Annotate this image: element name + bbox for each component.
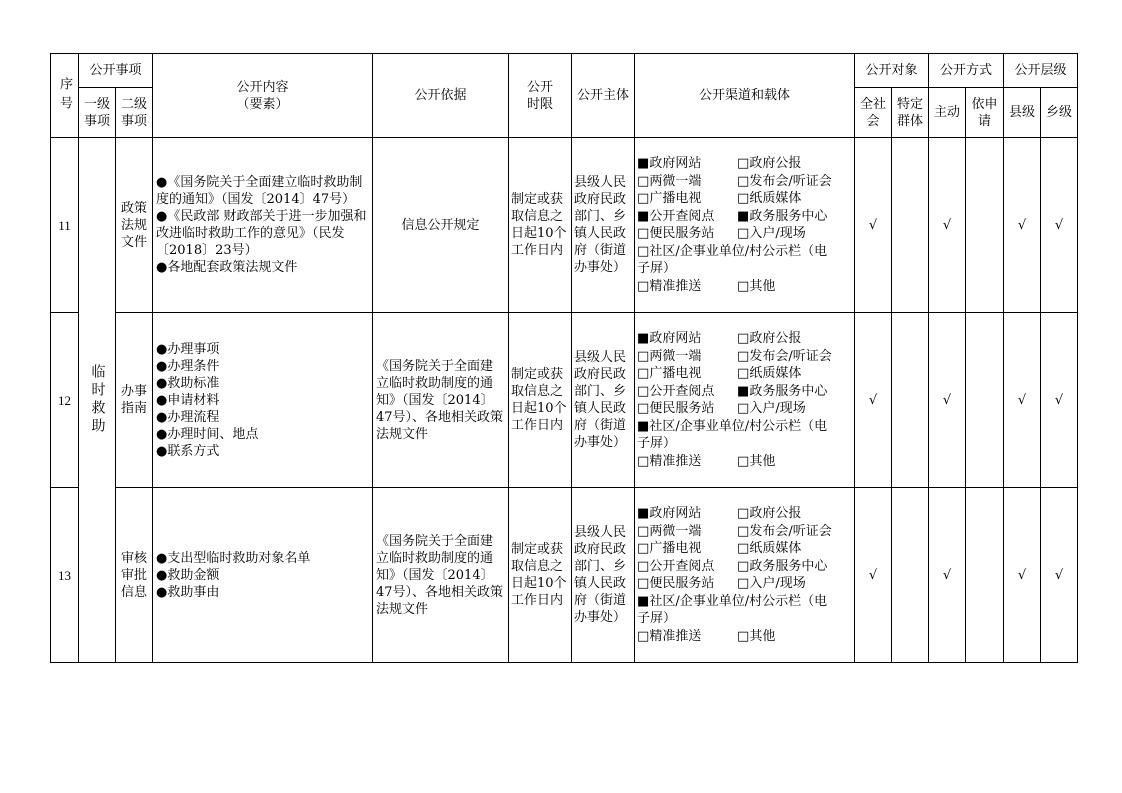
check-all: √ (855, 138, 892, 313)
subject-cell: 县级人民政府民政部门、乡镇人民政府（街道办事处） (572, 138, 635, 313)
channel-item: □广播电视 (637, 541, 702, 556)
subject-cell: 县级人民政府民政部门、乡镇人民政府（街道办事处） (572, 488, 635, 663)
channel-checkbox-icon: ■ (737, 383, 750, 399)
content-cell (153, 313, 373, 488)
check-all: √ (855, 488, 892, 663)
level2-item: 政策法规文件 (116, 138, 153, 313)
channel-cell (635, 138, 855, 313)
content-line: ●支出型临时救助对象名单 (156, 550, 311, 566)
channel-item: □广播电视 (637, 191, 702, 206)
channel-checkbox-icon: □ (637, 348, 650, 364)
channel-checkbox-icon: □ (737, 401, 750, 416)
channel-item: ■社区/企事业单位/村公示栏（电子屏） (637, 418, 828, 451)
channel-checkbox-icon: □ (637, 576, 650, 591)
header-level-county: 县级 (1004, 88, 1041, 138)
content-line: ●《民政部 财政部关于进一步加强和改进临时救助工作的意见》（民发〔2018〕23号） (156, 209, 367, 258)
channel-checkbox-icon: □ (637, 628, 650, 644)
channel-item: □便民服务站 (637, 226, 715, 241)
check-specific (892, 138, 929, 313)
channel-item: □其他 (737, 453, 776, 469)
channel-cell (635, 488, 855, 663)
header-audience-all: 全社会 (855, 88, 892, 138)
channel-checkbox-icon: □ (637, 541, 650, 556)
time-cell: 制定或获取信息之日起10个工作日内 (509, 138, 572, 313)
content-line: ●办理条件 (156, 358, 220, 374)
check-active: √ (929, 313, 966, 488)
basis-cell: 信息公开规定 (373, 138, 509, 313)
channel-item: □广播电视 (637, 366, 702, 381)
content-line: ●救助事由 (156, 584, 220, 600)
check-county: √ (1004, 313, 1041, 488)
header-basis: 公开依据 (373, 54, 509, 138)
channel-item: □政府公报 (737, 506, 802, 521)
basis-cell: 《国务院关于全面建立临时救助制度的通知》（国发〔2014〕47号）、各地相关政策法规文件 (373, 313, 509, 488)
content-line: ●各地配套政策法规文件 (156, 260, 298, 275)
channel-checkbox-icon: □ (637, 453, 650, 469)
channel-item: ■政府网站 (637, 506, 702, 521)
header-level1: 一级事项 (79, 88, 116, 138)
table-row (51, 488, 1078, 663)
row-seq: 13 (51, 488, 79, 663)
content-line: ●办理时间、地点 (156, 426, 259, 442)
channel-checkbox-icon: □ (737, 366, 750, 381)
check-active: √ (929, 488, 966, 663)
table-header (51, 54, 1078, 138)
channel-checkbox-icon: □ (737, 541, 750, 556)
channel-item: ■政务服务中心 (737, 208, 828, 224)
header-audience: 公开对象 (855, 54, 929, 88)
table-row (51, 313, 1078, 488)
level2-item: 审核审批信息 (116, 488, 153, 663)
row-seq: 11 (51, 138, 79, 313)
check-apply (966, 138, 1004, 313)
header-method: 公开方式 (929, 54, 1004, 88)
header-seq: 序号 (51, 54, 79, 138)
content-line: ●救助金额 (156, 567, 220, 583)
channel-checkbox-icon: □ (737, 173, 750, 189)
channel-checkbox-icon: □ (637, 173, 650, 189)
content-line: ●办理事项 (156, 341, 220, 357)
channel-item: ■社区/企事业单位/村公示栏（电子屏） (637, 593, 828, 626)
header-channel: 公开渠道和载体 (635, 54, 855, 138)
channel-checkbox-icon: □ (737, 226, 750, 241)
content-line: ●救助标准 (156, 375, 220, 391)
channel-item: □纸质媒体 (737, 541, 802, 556)
header-level2: 二级事项 (116, 88, 153, 138)
check-town: √ (1041, 313, 1078, 488)
check-apply (966, 488, 1004, 663)
channel-item: □公开查阅点 (637, 383, 715, 399)
channel-item: ■政府网站 (637, 156, 702, 171)
basis-cell: 《国务院关于全面建立临时救助制度的通知》（国发〔2014〕47号）、各地相关政策法规文件 (373, 488, 509, 663)
check-active: √ (929, 138, 966, 313)
channel-checkbox-icon: □ (737, 278, 750, 294)
channel-checkbox-icon: ■ (637, 593, 650, 609)
channel-item: □入户/现场 (737, 401, 806, 416)
channel-checkbox-icon: ■ (637, 506, 650, 521)
table-body (51, 138, 1078, 663)
channel-checkbox-icon: □ (637, 278, 650, 294)
check-specific (892, 488, 929, 663)
content-cell (153, 138, 373, 313)
channel-item: □其他 (737, 278, 776, 294)
channel-item: □两微一端 (637, 348, 702, 364)
channel-checkbox-icon: ■ (637, 156, 650, 171)
channel-item: □公开查阅点 (637, 558, 715, 574)
channel-checkbox-icon: □ (737, 191, 750, 206)
check-town: √ (1041, 488, 1078, 663)
channel-item: □社区/企事业单位/村公示栏（电子屏） (637, 243, 828, 276)
channel-item: □纸质媒体 (737, 366, 802, 381)
table-row (51, 138, 1078, 313)
channel-item: □发布会/听证会 (737, 173, 832, 189)
time-cell: 制定或获取信息之日起10个工作日内 (509, 488, 572, 663)
level1-item: 临时救助 (79, 138, 116, 663)
channel-checkbox-icon: □ (637, 383, 650, 399)
subject-cell: 县级人民政府民政部门、乡镇人民政府（街道办事处） (572, 313, 635, 488)
content-line: ●联系方式 (156, 443, 220, 459)
channel-checkbox-icon: □ (737, 156, 750, 171)
channel-item: □发布会/听证会 (737, 348, 832, 364)
header-method-apply: 依申请 (966, 88, 1004, 138)
header-subject: 公开主体 (572, 54, 635, 138)
channel-item: □精准推送 (637, 453, 702, 469)
channel-item: □纸质媒体 (737, 191, 802, 206)
channel-checkbox-icon: □ (637, 366, 650, 381)
channel-checkbox-icon: ■ (637, 418, 650, 434)
channel-checkbox-icon: □ (737, 453, 750, 469)
channel-checkbox-icon: □ (637, 523, 650, 539)
channel-checkbox-icon: □ (737, 523, 750, 539)
channel-checkbox-icon: □ (637, 558, 650, 574)
channel-item: □其他 (737, 628, 776, 644)
channel-item: ■公开查阅点 (637, 208, 715, 224)
channel-checkbox-icon: □ (737, 348, 750, 364)
channel-item: □便民服务站 (637, 576, 715, 591)
channel-item: □发布会/听证会 (737, 523, 832, 539)
channel-item: □两微一端 (637, 523, 702, 539)
header-content: 公开内容 （要素） (153, 54, 373, 138)
check-apply (966, 313, 1004, 488)
channel-item: □两微一端 (637, 173, 702, 189)
header-audience-specific: 特定群体 (892, 88, 929, 138)
channel-item: □精准推送 (637, 278, 702, 294)
channel-item: □政府公报 (737, 156, 802, 171)
channel-item: ■政府网站 (637, 331, 702, 346)
row-seq: 12 (51, 313, 79, 488)
time-cell: 制定或获取信息之日起10个工作日内 (509, 313, 572, 488)
channel-item: □政府公报 (737, 331, 802, 346)
header-level: 公开层级 (1004, 54, 1078, 88)
header-item-group: 公开事项 (79, 54, 153, 88)
header-level-town: 乡级 (1041, 88, 1078, 138)
content-line: ●申请材料 (156, 392, 220, 408)
channel-item: □政务服务中心 (737, 558, 828, 574)
channel-checkbox-icon: □ (737, 558, 750, 574)
content-line: ●办理流程 (156, 409, 220, 425)
content-line: ●《国务院关于全面建立临时救助制度的通知》（国发〔2014〕47号） (156, 175, 363, 207)
channel-item: □精准推送 (637, 628, 702, 644)
channel-checkbox-icon: ■ (637, 208, 650, 224)
content-cell (153, 488, 373, 663)
channel-checkbox-icon: □ (737, 506, 750, 521)
channel-checkbox-icon: □ (737, 331, 750, 346)
channel-checkbox-icon: □ (637, 226, 650, 241)
channel-checkbox-icon: □ (637, 191, 650, 206)
channel-item: □入户/现场 (737, 226, 806, 241)
channel-checkbox-icon: □ (737, 576, 750, 591)
level2-item: 办事指南 (116, 313, 153, 488)
channel-checkbox-icon: ■ (637, 331, 650, 346)
channel-item: ■政务服务中心 (737, 383, 828, 399)
channel-item: □入户/现场 (737, 576, 806, 591)
channel-cell (635, 313, 855, 488)
channel-checkbox-icon: □ (737, 628, 750, 644)
channel-checkbox-icon: □ (637, 243, 650, 259)
check-county: √ (1004, 488, 1041, 663)
check-town: √ (1041, 138, 1078, 313)
header-method-active: 主动 (929, 88, 966, 138)
channel-item: □便民服务站 (637, 401, 715, 416)
check-all: √ (855, 313, 892, 488)
disclosure-table (50, 53, 1078, 663)
check-specific (892, 313, 929, 488)
header-time: 公开时限 (509, 54, 572, 138)
channel-checkbox-icon: □ (637, 401, 650, 416)
channel-checkbox-icon: ■ (737, 208, 750, 224)
check-county: √ (1004, 138, 1041, 313)
